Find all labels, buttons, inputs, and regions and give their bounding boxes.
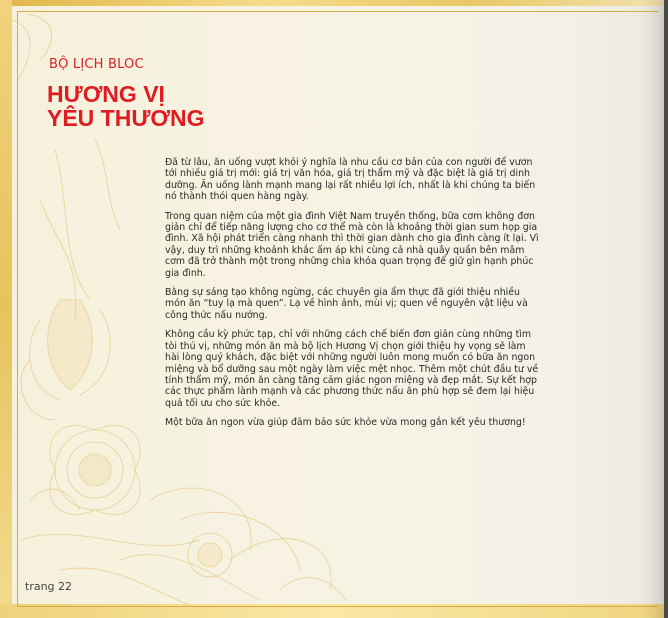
paragraph: Không cầu kỳ phức tạp, chỉ với những cách chế biến đơn giản cùng những tìm tòi thú vị, những món ăn mà bộ lịch Hương Vị chọn giới thiệu hy vọng sẽ làm hài lòng quý khách, đặc biệt với những người luôn mong muốn có bữa ăn ngon miệng và bổ dưỡng sau một ngày làm việc mệt nhọc. Thêm một chút đầu tư về tính thẩm mỹ, món ăn càng tăng cảm giác ngon miệng và đẹp mắt. Sự kết hợp các thực phẩm lành mạnh và các phương thức nấu ăn phù hợp sẽ đem lại hiệu quả tối ưu cho sức khỏe. — [165, 329, 539, 409]
paragraph: Một bữa ăn ngon vừa giúp đảm bảo sức khỏe vừa mong gắn kết yêu thương! — [165, 417, 526, 429]
kicker-label: BỘ LỊCH BLOC — [49, 57, 144, 72]
paragraph: Trong quan niệm của một gia đình Việt Nam truyền thống, bữa cơm không đơn giản chỉ để tiếp năng lượng cho cơ thể mà còn là khoảng thời gian sum họp gia đình. Xã hội phát triển càng nhanh thì thời gian dành cho gia đình càng ít lại. Vì vậy, duy trì những khoảnh khắc ấm áp khi cùng cả nhà quây quần bên mâm cơm đã trở thành một trong những chìa khóa quan trọng để giữ gìn hạnh phúc gia đình. — [165, 210, 539, 279]
title-line-1: HƯƠNG VỊ — [47, 81, 165, 107]
page-number: trang 22 — [25, 580, 73, 593]
page-spine-edge — [664, 0, 668, 618]
body-text — [165, 157, 540, 437]
page-title — [47, 82, 205, 130]
title-line-2: YÊU THƯƠNG — [47, 105, 205, 131]
paragraph: Đã từ lâu, ăn uống vượt khỏi ý nghĩa là nhu cầu cơ bản của con người để vươn tới nhiều giá trị mới: giá trị văn hóa, giá trị thẩm mỹ và đặc biệt là giá trị dinh dưỡng. Ăn uống lành mạnh mang lại rất nhiều lợi ích, nhất là khi chúng ta biến nó thành thói quen hàng ngày. — [165, 157, 536, 203]
paragraph: Bằng sự sáng tạo không ngừng, các chuyên gia ẩm thực đã giới thiệu nhiều món ăn “tuy lạ mà quen”. Lạ về hình ảnh, mùi vị; quen về nguyên vật liệu và công thức nấu nướng. — [165, 287, 528, 321]
